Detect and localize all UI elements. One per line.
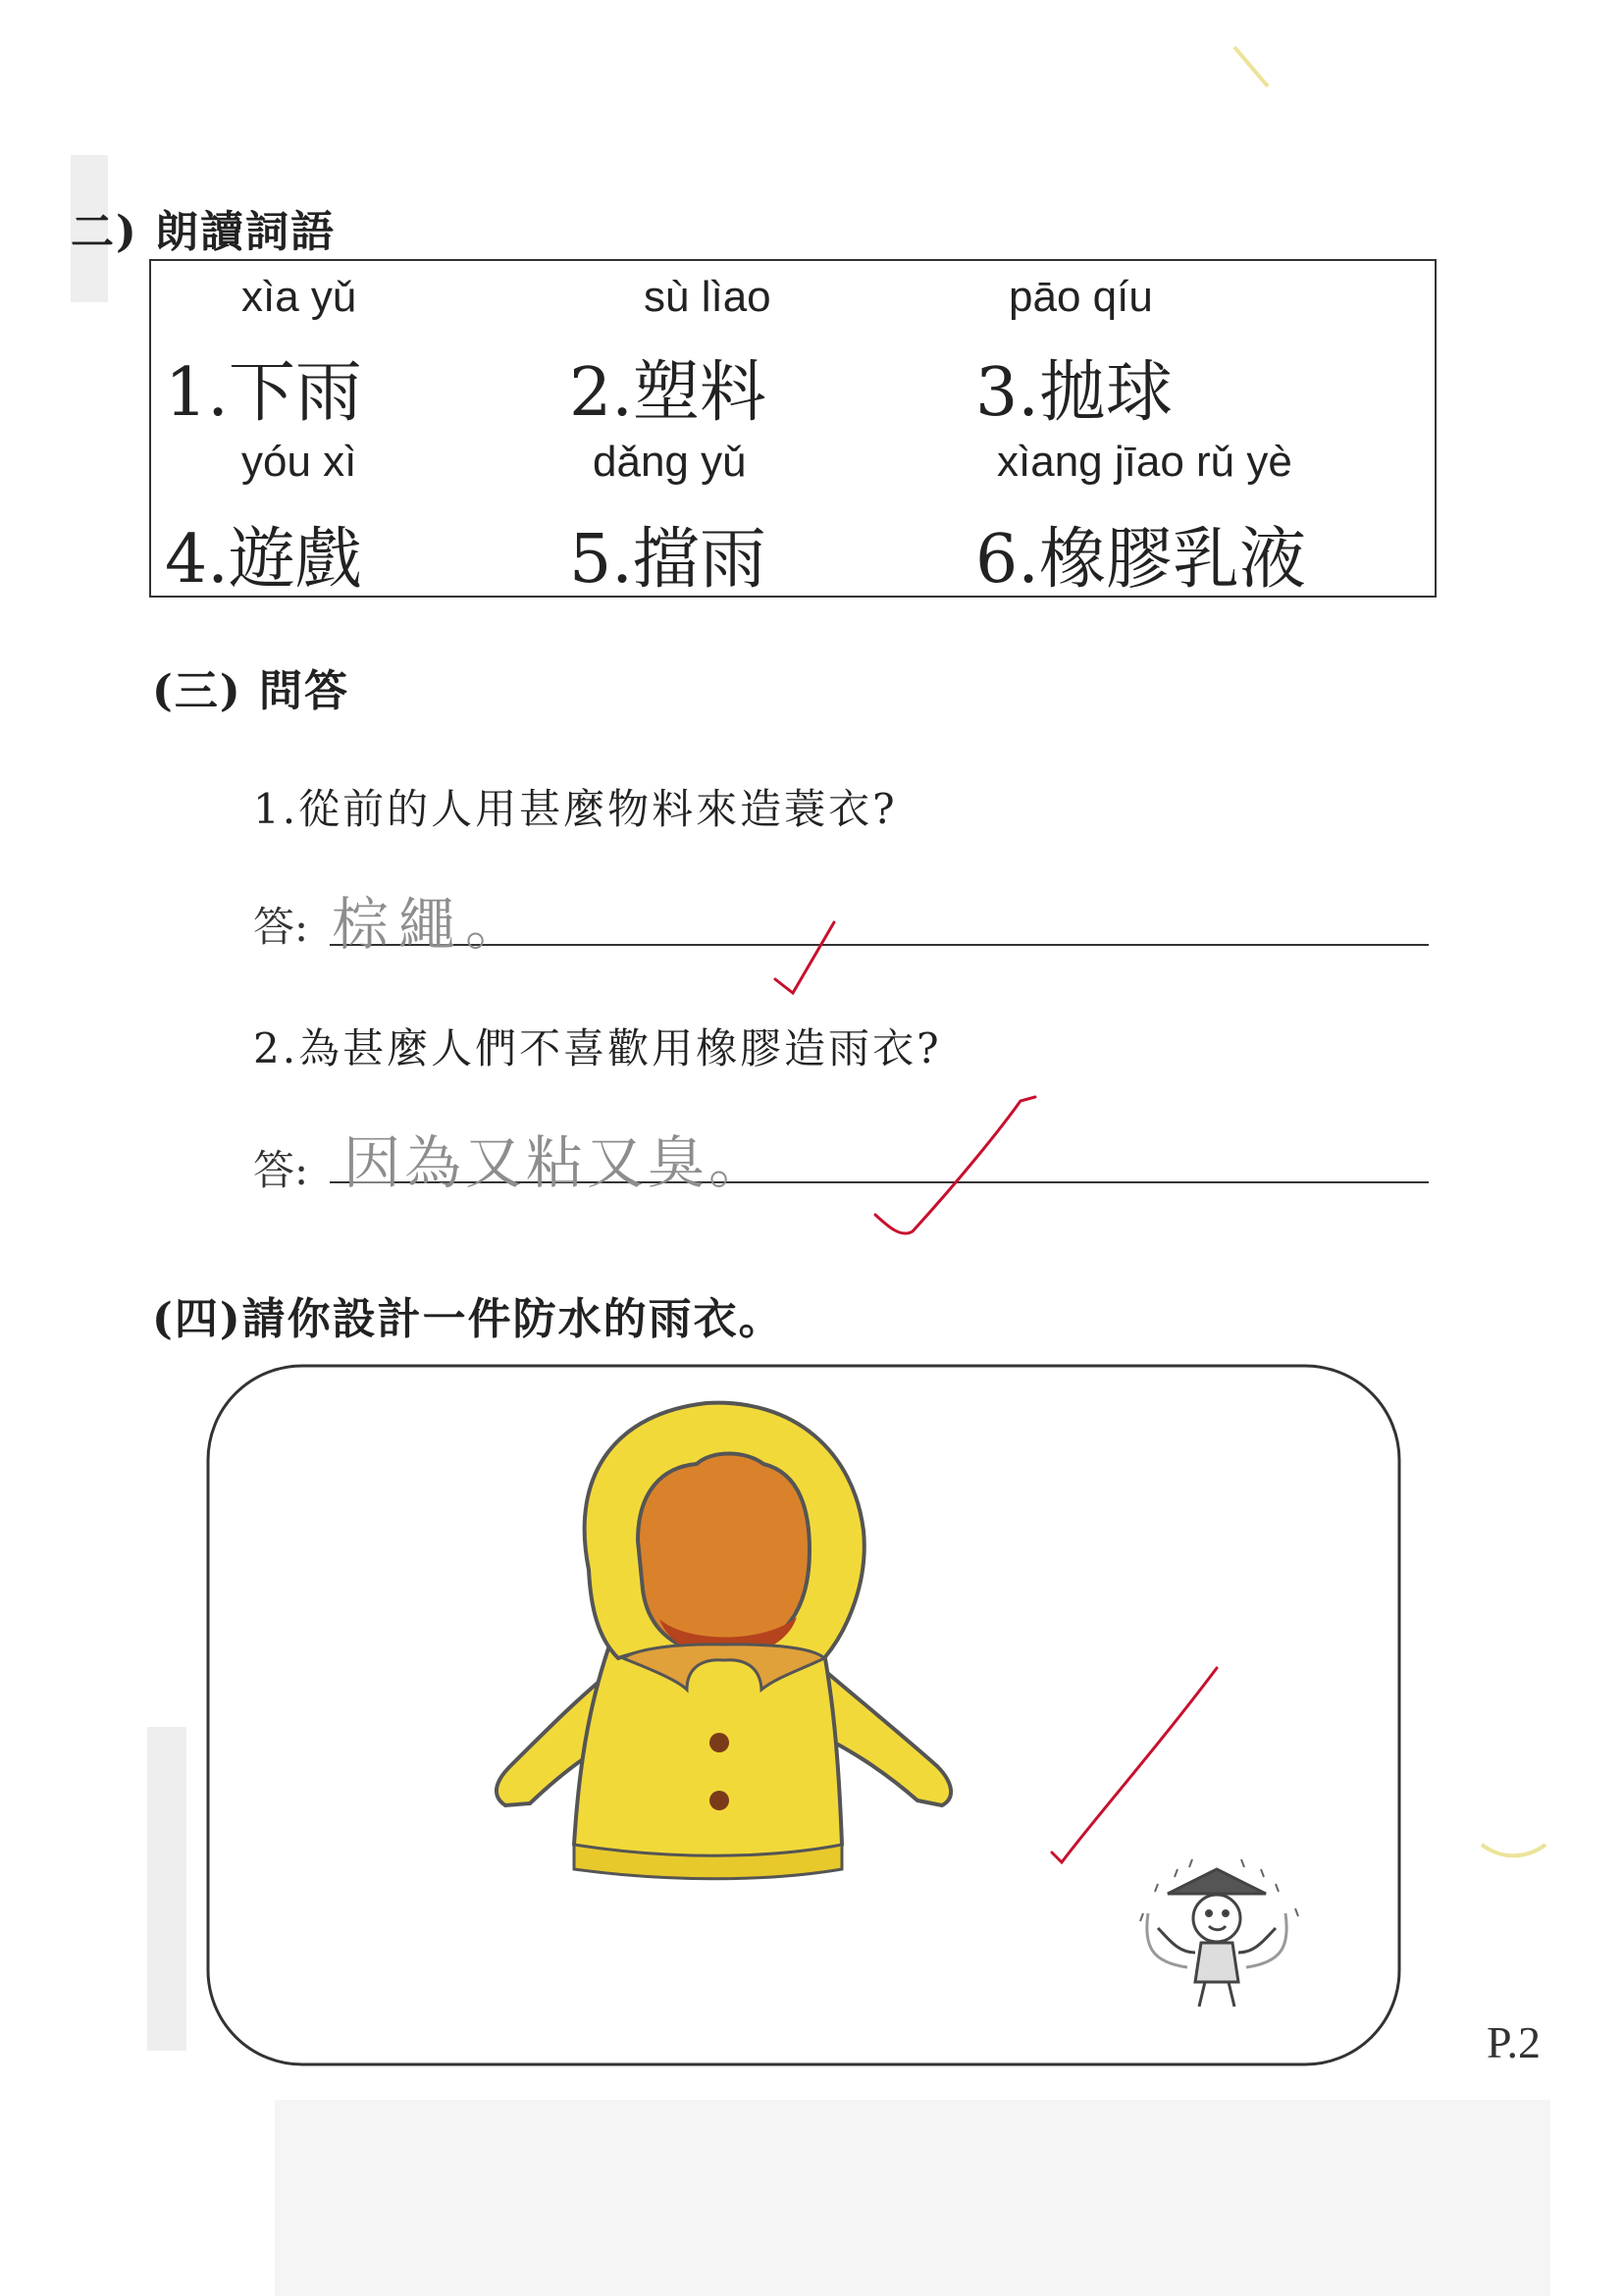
- vocab-word: 1.下雨: [165, 354, 362, 432]
- section2-heading: 二) 朗讀詞語: [71, 207, 337, 257]
- handwritten-answer-2: 因為又粘又臭。: [343, 1129, 770, 1196]
- pinyin-label: sù lìao: [644, 273, 771, 321]
- answer-label: 答:: [253, 1146, 309, 1194]
- pinyin-label: yóu xì: [241, 438, 357, 486]
- question-2: 2.為甚麼人們不喜歡用橡膠造雨衣?: [253, 1024, 942, 1072]
- page-number: P.2: [1487, 2017, 1541, 2067]
- section3-heading: (三) 問答: [152, 666, 349, 716]
- section4-heading: (四)請你設計一件防水的雨衣。: [152, 1294, 784, 1344]
- vocab-word: 3.拋球: [975, 354, 1173, 432]
- handwritten-answer-1: 棕繩。: [332, 891, 533, 958]
- scan-marks: [1234, 47, 1545, 1855]
- child-in-rain-illustration: [1140, 1859, 1298, 2007]
- answer-label: 答:: [253, 903, 309, 951]
- question-1: 1.從前的人用甚麼物料來造蓑衣?: [253, 785, 898, 833]
- pinyin-label: xìa yǔ: [241, 273, 357, 321]
- pinyin-label: pāo qíu: [1009, 273, 1153, 321]
- pinyin-label: xìang jīao rǔ yè: [997, 438, 1292, 486]
- vocab-word: 2.塑料: [569, 354, 766, 432]
- vocab-word: 4.遊戲: [165, 521, 362, 599]
- raincoat-drawing: [497, 1403, 951, 1879]
- pinyin-label: dǎng yǔ: [593, 438, 747, 486]
- vocab-word: 6.橡膠乳液: [975, 521, 1306, 599]
- vocab-word: 5.擋雨: [569, 521, 766, 599]
